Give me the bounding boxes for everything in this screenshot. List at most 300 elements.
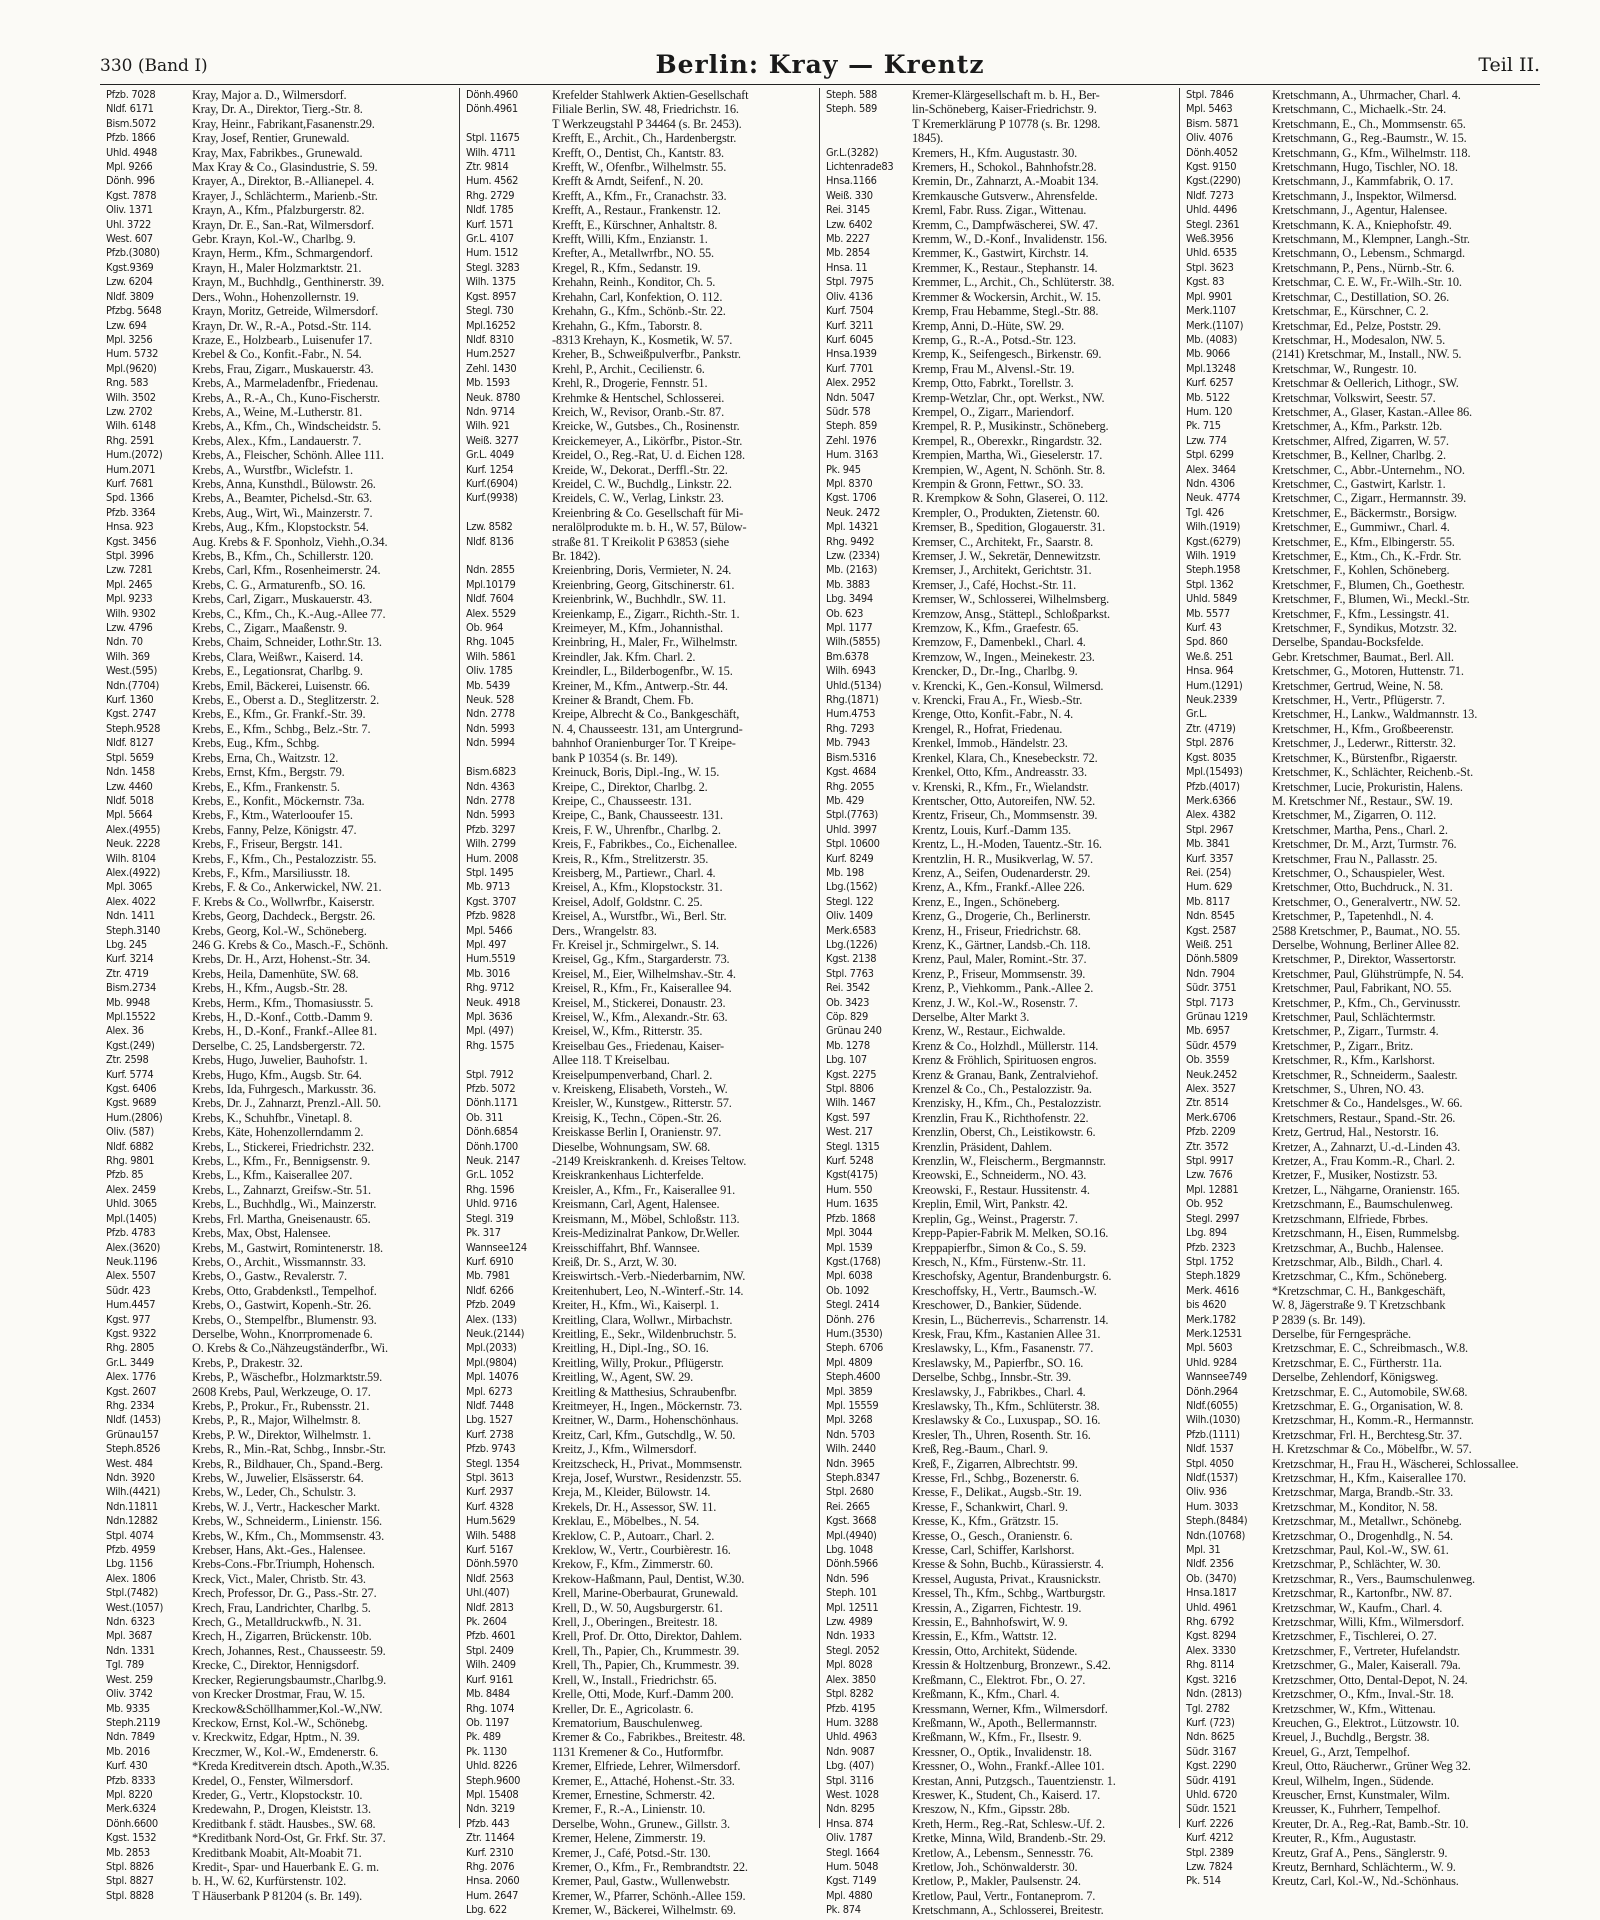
directory-entry [826,1241,1173,1255]
entry-phone: Mpl. 5463 [1186,102,1233,116]
directory-entry [466,563,813,577]
entry-phone: Ndn.(10768) [1186,1528,1245,1542]
directory-entry [106,1154,453,1168]
entry-phone: Lbg. 622 [466,1903,507,1917]
entry-text: Kretschmar, Ed., Pelze, Poststr. 29. [1272,318,1441,333]
directory-entry [106,1543,453,1557]
directory-entry [1186,131,1534,145]
entry-text: Kregel, R., Kfm., Sedanstr. 19. [552,260,701,275]
entry-text: Kreuel, G., Arzt, Tempelhof. [1272,1744,1410,1759]
entry-text: Krebs, Carl, Kfm., Rosenheimerstr. 24. [192,563,381,578]
directory-entry [826,1500,1173,1514]
entry-phone: Mb. 9066 [1186,347,1230,361]
entry-phone: Pfzb. 9743 [466,1442,516,1456]
directory-entry [106,1831,453,1845]
entry-phone: Nldf.(1537) [1186,1471,1238,1484]
entry-text: Kretschmann, J., Kammfabrik, O. 17. [1272,174,1454,189]
entry-text: Krebs, Clara, Weißwr., Kaiserd. 14. [192,649,364,664]
entry-phone [826,117,912,131]
directory-entry [1186,1284,1534,1298]
entry-text: Kretschmer, P., Direktor, Wassertorstr. [1272,952,1456,967]
directory-entry [826,347,1173,361]
entry-phone: Rhg. 2805 [106,1341,155,1355]
entry-text: Kreklow, C. P., Autoarr., Charl. 2. [552,1528,715,1543]
directory-entry [1186,448,1534,462]
directory-entry [1186,1111,1534,1125]
directory-entry [466,1068,813,1082]
directory-entry [106,520,453,534]
directory-entry [106,751,453,765]
entry-text: Krebs, W., Leder, Ch., Schulstr. 3. [192,1485,356,1500]
entry-text: Krebs, Käte, Hohenzollerndamm 2. [192,1125,364,1140]
entry-phone: Kgst.(2290) [1186,174,1241,188]
entry-text: Kretzschmann, H., Eisen, Rummelsbg. [1272,1226,1460,1241]
directory-entry [826,895,1173,909]
entry-phone: Pfzb. 7028 [106,88,156,101]
entry-phone: Cöp. 829 [826,1010,869,1023]
entry-text: Derselbe, Wohn., Grunew., Gillstr. 3. [552,1816,730,1831]
entry-phone: Mpl. 3687 [106,1629,153,1643]
directory-entry [1186,1673,1534,1687]
directory-entry [1186,376,1534,390]
entry-text: Kremer, Paul, Gastw., Wullenwebstr. [552,1874,730,1889]
entry-phone: Stpl. 8806 [826,1082,874,1096]
directory-entry [1186,1788,1534,1802]
directory-entry [1186,1629,1534,1643]
directory-entry [466,880,813,894]
entry-phone: Wilh.(1919) [1186,520,1241,534]
entry-phone: Kurf. 4328 [466,1499,514,1513]
entry-phone: Merk.6706 [1186,1110,1237,1124]
directory-entry [106,333,453,347]
entry-text: Kreschoffsky, H., Vertr., Baumsch.-W. [912,1283,1097,1298]
entry-phone: Rhg.(1871) [826,693,879,707]
entry-phone: Mpl.(9804) [466,1355,517,1369]
directory-entry [1186,823,1534,837]
entry-phone: Lbg.(1562) [826,880,878,894]
directory-entry [106,189,453,203]
directory-entry [106,1529,453,1543]
entry-text: Kretzschmar, E. C., Fürtherstr. 11a. [1272,1355,1442,1370]
entry-phone: Gr.L. 4107 [466,232,514,246]
entry-text: Kreisel, W., Kfm., Ritterstr. 35. [552,1024,703,1039]
entry-phone: Kurf. 2738 [466,1427,514,1441]
entry-text: Kreitling, W., Agent, SW. 29. [552,1370,694,1385]
directory-entry [826,563,1173,577]
directory-entry [1186,592,1534,606]
directory-entry [826,1673,1173,1687]
entry-text: Krefter, A., Metallwrfbr., NO. 55. [552,246,714,261]
entry-phone: Steph. 589 [826,102,877,116]
directory-entry [466,463,813,477]
entry-phone: Dönh.4960 [466,88,518,101]
entry-text: Kreckow&Schöllhammer,Kol.-W.,NW. [192,1701,383,1716]
entry-text: Krebs, W. J., Vertr., Hackescher Markt. [192,1499,380,1514]
entry-text: Kreisel, W., Kfm., Alexandr.-Str. 63. [552,1010,728,1024]
entry-text: Krenz & Granau, Bank, Zentralviehof. [912,1067,1099,1082]
entry-phone: West. 607 [106,232,153,246]
directory-entry [826,1874,1173,1888]
entry-text: Kreipe, Albrecht & Co., Bankgeschäft, [552,707,740,722]
entry-phone: Lzw. 694 [106,318,147,332]
directory-entry [466,1399,813,1413]
directory-entry [1186,405,1534,419]
entry-phone: Spd. 860 [1186,635,1228,649]
entry-phone: Kurf. 1360 [106,693,154,707]
directory-entry [1186,362,1534,376]
entry-phone: Pfzb.(1111) [1186,1427,1240,1441]
directory-entry [1186,837,1534,851]
entry-phone: Kurf. 6257 [1186,376,1234,390]
entry-phone: Ndn. (2813) [1186,1687,1242,1701]
entry-text: -8313 Krehayn, K., Kosmetik, W. 57. [552,332,733,347]
entry-text: Kretschmer, C., Abbr.-Unternehm., NO. [1272,462,1465,477]
entry-phone: Pfzb. 85 [106,1168,144,1182]
directory-entry [1186,1601,1534,1615]
entry-phone: Grünau 240 [826,1024,882,1038]
entry-text: Kreitzscheck, H., Privat., Mommsenstr. [552,1456,743,1471]
entry-phone: Zehl. 1976 [826,433,877,447]
entry-phone: Stegl. 319 [466,1211,514,1225]
entry-phone: Weiß. 3277 [466,433,519,447]
directory-entry [106,549,453,563]
entry-phone: Hum.(1291) [1186,678,1243,692]
entry-text: Krenz, A., Seifen, Oudenarderstr. 29. [912,865,1091,880]
entry-text: Kretzschmar, Willi, Kfm., Wilmersdorf. [1272,1615,1464,1630]
entry-phone: Ndn. 596 [826,1571,869,1585]
entry-phone: Stpl. 3613 [466,1471,514,1484]
entry-phone: Dönh.6600 [106,1816,158,1830]
entry-phone: Hum. 3033 [1186,1499,1239,1513]
entry-text: Krebs, Frl. Martha, Gneisenaustr. 65. [192,1211,371,1226]
directory-entry [826,852,1173,866]
entry-text: Krenzel & Co., Ch., Pestalozzistr. 9a. [912,1082,1092,1097]
entry-phone: Stpl. 3996 [106,549,154,562]
entry-text: Kreienkamp, E., Zigarr., Richth.-Str. 1. [552,606,740,621]
entry-phone: Nldf. 2813 [466,1600,514,1614]
directory-entry [1186,1529,1534,1543]
entry-phone: Wilh. 6943 [826,664,876,678]
entry-phone: Ztr. 3572 [1186,1139,1229,1153]
directory-entry [106,1298,453,1312]
directory-entry [826,1313,1173,1327]
directory-entry [826,794,1173,808]
directory-entry [106,1615,453,1629]
entry-text: Kremp, Otto, Fabrkt., Torellstr. 3. [912,376,1074,391]
entry-text: Krell, D., W. 50, Augsburgerstr. 61. [552,1600,723,1615]
entry-phone: Stpl. 2967 [1186,822,1234,836]
directory-entry [106,174,453,188]
entry-phone: Stpl. 1752 [1186,1254,1234,1268]
entry-text: Gebr. Krayn, Kol.-W., Charlbg. 9. [192,232,356,247]
directory-entry [466,333,813,347]
directory-entry [106,1212,453,1226]
entry-phone: Rhg. 1596 [466,1182,515,1196]
directory-entry [466,1687,813,1701]
directory-entry [826,1183,1173,1197]
directory-entry [1186,117,1534,131]
entry-text: Kray, Major a. D., Wilmersdorf. [192,88,347,102]
entry-phone: Steph.9600 [466,1773,521,1787]
entry-text: Kretschmar & Oellerich, Lithogr., SW. [1272,376,1459,391]
entry-text: Kreiselpumpenverband, Charl. 2. [552,1067,713,1082]
entry-phone: Ndn. 1933 [826,1629,875,1643]
entry-phone: Kurf. 3214 [106,952,154,966]
entry-text: Kremser, C., Architekt, Fr., Saarstr. 8. [912,534,1094,549]
entry-phone: Kurf.(9938) [466,491,518,505]
entry-text: Kreswer, K., Student, Ch., Kaiserd. 17. [912,1787,1101,1802]
entry-phone: Steph.(8484) [1186,1514,1248,1528]
entry-text: Kremp, G., R.-A., Potsd.-Str. 123. [912,332,1076,347]
entry-phone: Hnsa. 923 [106,520,154,534]
entry-text: Krempler, O., Produkten, Zietenstr. 60. [912,505,1100,520]
entry-phone: Oliv. 4136 [826,289,873,303]
entry-text: Kreckow, Ernst, Kol.-W., Schönebg. [192,1715,368,1730]
entry-phone: Hnsa.1939 [826,347,877,361]
entry-phone: Ztr. 11464 [466,1831,515,1845]
directory-entry [106,794,453,808]
entry-text: Kreja, Josef, Wurstwr., Residenzstr. 55. [552,1471,742,1485]
entry-phone: Stegl. 1664 [826,1845,880,1859]
directory-entry [466,909,813,923]
entry-phone: Lzw. 774 [1186,433,1227,447]
entry-text: Kremers, H., Kfm. Augustastr. 30. [912,145,1078,160]
entry-text: 2588 Kretschmer, P., Baumat., NO. 55. [1272,923,1461,938]
entry-phone: Ztr. (4719) [1186,721,1236,735]
entry-phone: Ndn. 9087 [826,1744,875,1758]
directory-entry [826,1557,1173,1571]
directory-entry [826,506,1173,520]
directory-entry [466,1284,813,1298]
entry-phone: Nldf. 2563 [466,1571,514,1585]
entry-text: Krebs, Ernst, Kfm., Bergstr. 79. [192,765,345,780]
entry-text: Krech, Professor, Dr. G., Pass.-Str. 27. [192,1586,377,1601]
entry-phone: Rei. 2665 [826,1499,870,1513]
entry-phone: Nldf. 6882 [106,1139,154,1153]
entry-text: Kreschower, D., Bankier, Südende. [912,1298,1082,1313]
directory-entry [466,1557,813,1571]
directory-entry [466,1471,813,1485]
entry-text: Kreide, W., Dekorat., Derffl.-Str. 22. [552,462,728,477]
entry-phone: Mpl. 9901 [1186,289,1233,303]
directory-entry [826,693,1173,707]
directory-entry [466,1716,813,1730]
directory-entry [106,679,453,693]
directory-entry [466,1500,813,1514]
entry-text: Kremer & Co., Fabrikbes., Breitestr. 48. [552,1730,746,1745]
directory-entry [826,1658,1173,1672]
directory-entry [106,880,453,894]
directory-entry [466,102,813,116]
entry-text: Krayer, A., Direktor, B.-Allianepel. 4. [192,174,375,189]
entry-phone: Rhg. 9801 [106,1154,155,1168]
directory-entry [1186,1068,1534,1082]
directory-entry [106,1557,453,1571]
entry-text: Kretzschmar, E. C., Automobile, SW.68. [1272,1384,1468,1399]
entry-text: Kreul, Otto, Räucherwr., Grüner Weg 32. [1272,1759,1471,1774]
entry-text: Krebs, E., Kfm., Frankenstr. 5. [192,779,340,794]
entry-text: Krehl, R., Drogerie, Fennstr. 51. [552,376,708,391]
directory-entry [106,1111,453,1125]
entry-text: Krenkel, Immob., Händelstr. 23. [912,736,1068,751]
entry-phone: Mpl.(9620) [106,361,157,375]
entry-text: Krebs, Hugo, Juwelier, Bauhofstr. 1. [192,1053,368,1068]
entry-text: Kretschmer, S., Uhren, NO. 43. [1272,1082,1424,1097]
entry-text: Kretschmer, F., Syndikus, Motzstr. 32. [1272,621,1457,636]
entry-text: Kreiner & Brandt, Chem. Fb. [552,693,694,708]
directory-entry [466,1485,813,1499]
directory-entry [466,391,813,405]
entry-text: Kretschmann, C., Michaelk.-Str. 24. [1272,102,1447,117]
entry-text: Krentzlin, H. R., Musikverlag, W. 57. [912,851,1093,866]
directory-entry [466,837,813,851]
entry-text: b. H., W. 62, Kurfürstenstr. 102. [192,1874,347,1889]
directory-entry [106,1442,453,1456]
entry-text: Br. 1842). [552,549,601,563]
directory-entry [826,1702,1173,1716]
entry-text: Kretschmer, Paul, Schlächtermstr. [1272,1010,1436,1024]
directory-entry [106,563,453,577]
entry-text: (2141) Kretschmar, M., Install., NW. 5. [1272,347,1462,362]
entry-phone: Steph.1958 [1186,563,1241,577]
entry-text: T Kremerklärung P 10778 (s. Br. 1298. [912,116,1101,131]
directory-entry [466,1702,813,1716]
directory-entry [106,146,453,160]
entry-phone: Neuk. 2147 [466,1154,520,1168]
directory-entry [106,275,453,289]
directory-entry [826,1831,1173,1845]
entry-text: Krenz, G., Drogerie, Ch., Berlinerstr. [912,909,1091,924]
entry-phone: Neuk. 8780 [466,390,520,404]
directory-entry [466,1212,813,1226]
entry-phone: Pk. 317 [466,1226,501,1240]
directory-entry [466,1010,813,1024]
entry-text: Kretschmann, Hugo, Tischler, NO. 18. [1272,160,1458,175]
entry-phone: West.(595) [106,664,158,678]
entry-text: Krebs, Erna, Ch., Waitzstr. 12. [192,750,339,765]
entry-text: Kremser, J., Café, Hochst.-Str. 11. [912,577,1077,592]
entry-text: Kretzschmar, E. G., Organisation, W. 8. [1272,1398,1463,1413]
entry-text: Kreslawsky, M., Papierfbr., SO. 16. [912,1355,1084,1370]
directory-entry [466,621,813,635]
entry-phone: Dönh. 276 [826,1312,875,1326]
entry-text: Kressel, Augusta, Privat., Krausnickstr. [912,1571,1101,1586]
entry-phone: Alex.(3620) [106,1240,161,1254]
entry-phone: Mb. 5577 [1186,606,1230,620]
entry-phone: Mpl. 4809 [826,1355,873,1369]
entry-phone: Kurf. 2310 [466,1845,514,1859]
entry-text: Kretlow, A., Lebensm., Sennesstr. 76. [912,1845,1094,1860]
directory-entry [1186,765,1534,779]
entry-phone: Südr. 4579 [1186,1038,1237,1052]
entry-text: Krentz, L., H.-Moden, Tauentz.-Str. 16. [912,837,1102,852]
entry-text: Krenz, W., Restaur., Eichwalde. [912,1024,1066,1039]
entry-phone: Mpl. 497 [466,937,507,951]
entry-text: Kreicke, W., Gutsbes., Ch., Rosinenstr. [552,419,740,434]
entry-text: Kreslawsky, Th., Kfm., Schlüterstr. 38. [912,1398,1100,1413]
directory-entry [466,1428,813,1442]
entry-text: Kressin & Holtzenburg, Bronzewr., S.42. [912,1658,1111,1673]
directory-entry [466,895,813,909]
entry-phone: Ob. 623 [826,606,864,620]
entry-phone [466,1053,552,1067]
entry-phone: Rhg. 7293 [826,721,875,735]
directory-entry [1186,304,1534,318]
directory-entry [466,1125,813,1139]
directory-entry [106,1788,453,1802]
entry-text: Krebs, B., Kfm., Ch., Schillerstr. 120. [192,549,374,563]
entry-phone: Lbg.(1226) [826,937,878,951]
directory-entry [106,1658,453,1672]
entry-text: Ders., Wohn., Hohenzollernstr. 19. [192,289,359,304]
entry-phone: Weiß. 330 [826,188,873,202]
entry-text: Kremmer, K., Gastwirt, Kirchstr. 14. [912,246,1089,261]
directory-entry [826,117,1173,131]
entry-phone: Mpl. 5466 [466,923,513,937]
entry-text: Kretschmer, P., Zigarr., Britz. [1272,1038,1414,1053]
directory-entry [1186,1759,1534,1773]
entry-phone: Wilh. 2440 [826,1442,876,1456]
entry-text: Kressner, O., Optik., Invalidenstr. 18. [912,1744,1092,1759]
directory-entry [466,549,813,563]
entry-text: Kremm, C., Dampfwäscherei, SW. 47. [912,217,1098,232]
directory-entry [106,592,453,606]
entry-text: *Kreda Kreditverein dtsch. Apoth.,W.35. [192,1759,390,1774]
entry-text: Krebs, O., Archit., Wissmannstr. 33. [192,1254,366,1269]
entry-text: Kreisel, M., Stickerei, Donaustr. 23. [552,995,726,1010]
entry-text: Kretschmann, P., Pens., Nürnb.-Str. 6. [1272,260,1455,275]
entry-phone: Uhld. 8226 [466,1759,518,1773]
entry-text: Kreß, Reg.-Baum., Charl. 9. [912,1442,1049,1457]
entry-text: Kreindler, L., Bilderbogenfbr., W. 15. [552,664,733,679]
directory-entry [466,146,813,160]
entry-phone: Stegl. 2414 [826,1298,880,1312]
entry-phone [466,549,552,563]
directory-entry [826,1082,1173,1096]
directory-entry [106,290,453,304]
entry-text: R. Krempkow & Sohn, Glaserei, O. 112. [912,491,1109,506]
directory-entry [826,203,1173,217]
entry-text: Krebel & Co., Konfit.-Fabr., N. 54. [192,347,362,362]
directory-entry [106,981,453,995]
directory-entry [466,1053,813,1067]
directory-entry [106,866,453,880]
directory-entry [466,1370,813,1384]
entry-text: Kreitz, J., Kfm., Wilmersdorf. [552,1442,697,1457]
entry-phone: Kgst. 7149 [826,1874,877,1888]
entry-text: Kreutz, Bernhard, Schlächterm., W. 9. [1272,1859,1456,1874]
directory-entry [826,1226,1173,1240]
entry-phone: Kurf. (723) [1186,1715,1235,1729]
entry-text: Kretzschmer, F., Tischlerei, O. 27. [1272,1629,1437,1644]
directory-entry [826,1284,1173,1298]
entry-text: Kreitmeyer, H., Ingen., Möckernstr. 73. [552,1398,743,1413]
entry-phone: Pk. 715 [1186,419,1221,433]
entry-text: P 2839 (s. Br. 149). [1272,1312,1366,1327]
directory-entry [466,808,813,822]
entry-text: Kreisel, A., Kfm., Klopstockstr. 31. [552,880,723,895]
entry-phone: Bism.5072 [106,116,156,130]
entry-phone: Stegl. 730 [466,304,514,318]
directory-entry [1186,794,1534,808]
entry-text: Kreßmann, W., Apoth., Bellermannstr. [912,1715,1097,1730]
entry-text: v. Kreckwitz, Edgar, Hptm., N. 39. [192,1730,360,1745]
directory-entry [106,391,453,405]
entry-text: Kreplin, Gg., Weinst., Pragerstr. 7. [912,1211,1078,1226]
entry-phone: Mb. 429 [826,793,864,807]
entry-phone: Rng. 583 [106,376,149,390]
directory-entry [826,391,1173,405]
